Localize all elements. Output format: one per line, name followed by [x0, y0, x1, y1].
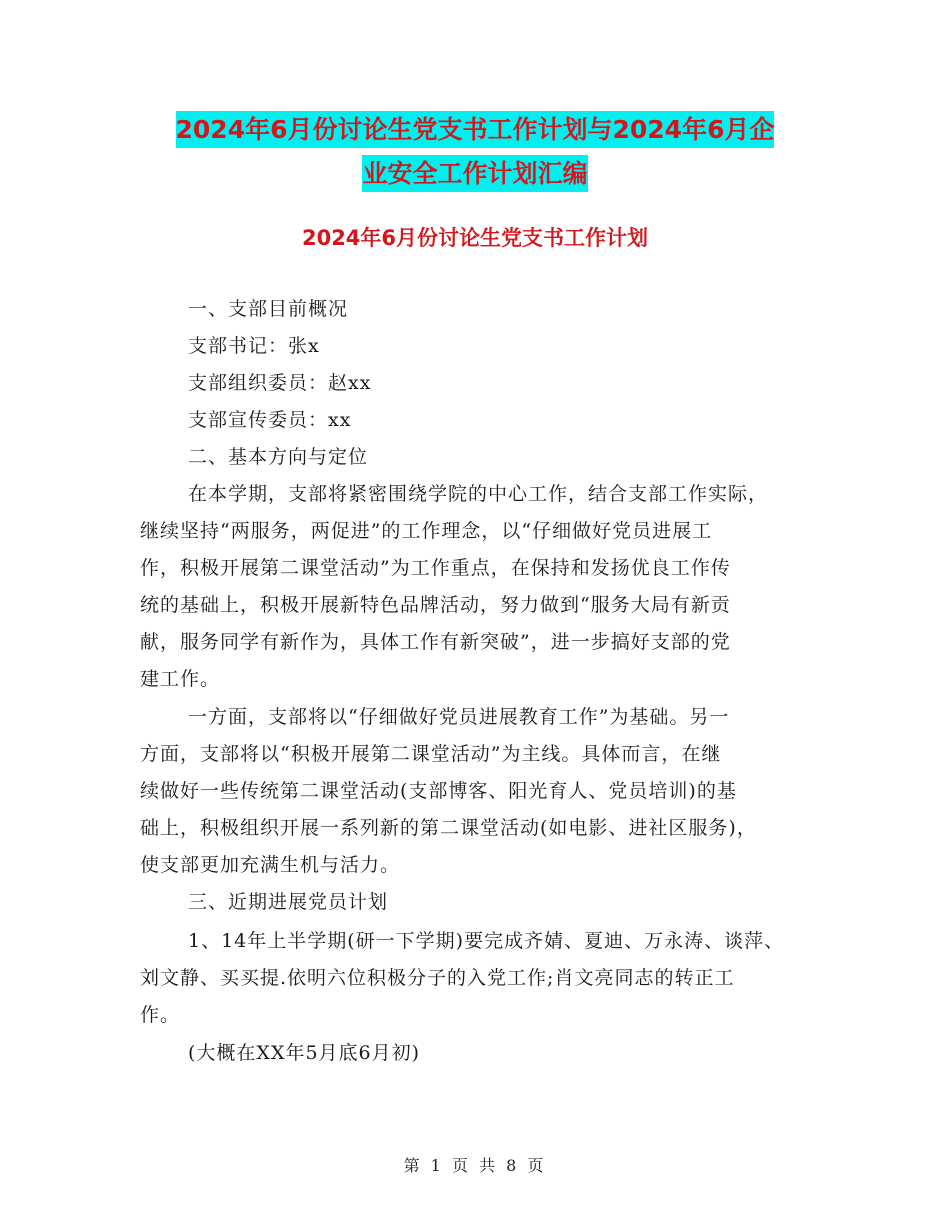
heading-overview: 一、支部目前概况	[188, 298, 349, 320]
paragraph-line: 础上，积极组织开展一系列新的第二课堂活动(如电影、进社区服务)，	[140, 817, 757, 839]
heading-direction: 二、基本方向与定位	[188, 446, 369, 468]
paragraph-line: 刘文静、买买提.依明六位积极分子的入党工作;肖文亮同志的转正工	[140, 967, 735, 989]
paragraph-line: 1、14年上半学期(研一下学期)要完成齐婧、夏迪、万永涛、谈萍、	[188, 930, 785, 952]
paragraph-line: 方面，支部将以“积极开展第二课堂活动”为主线。具体而言，在继	[140, 743, 722, 765]
text-line: 支部组织委员：赵xx	[188, 372, 372, 394]
text-line: 支部宣传委员：xx	[188, 409, 352, 431]
paragraph-line: 建工作。	[140, 668, 221, 690]
paragraph-line: 献，服务同学有新作为，具体工作有新突破”，进一步搞好支部的党	[140, 631, 731, 653]
paragraph-line: (大概在XX年5月底6月初)	[188, 1042, 421, 1064]
paragraph-line: 统的基础上，积极开展新特色品牌活动，努力做到“服务大局有新贡	[140, 594, 731, 616]
document-title-line-2: 业安全工作计划汇编	[140, 150, 810, 198]
heading-plan: 三、近期进展党员计划	[188, 891, 389, 913]
paragraph-line: 使支部更加充满生机与活力。	[140, 854, 401, 876]
paragraph-line: 一方面，支部将以“仔细做好党员进展教育工作”为基础。另一	[188, 706, 730, 728]
paragraph-line: 在本学期，支部将紧密围绕学院的中心工作，结合支部工作实际，	[188, 483, 769, 505]
section-title: 2024年6月份讨论生党支书工作计划	[301, 226, 649, 250]
paragraph-line: 继续坚持“两服务，两促进”的工作理念，以“仔细做好党员进展工	[140, 520, 713, 542]
text-line: 支部书记：张x	[188, 335, 320, 357]
paragraph-line: 作。	[140, 1004, 181, 1026]
paragraph-line: 续做好一些传统第二课堂活动(支部博客、阳光育人、党员培训)的基	[140, 780, 737, 802]
page-number: 第 1 页 共 8 页	[403, 1156, 547, 1175]
paragraph-line: 作，积极开展第二课堂活动”为工作重点，在保持和发扬优良工作传	[140, 557, 731, 579]
document-title-line-1: 2024年6月份讨论生党支书工作计划与2024年6月企	[140, 106, 810, 154]
